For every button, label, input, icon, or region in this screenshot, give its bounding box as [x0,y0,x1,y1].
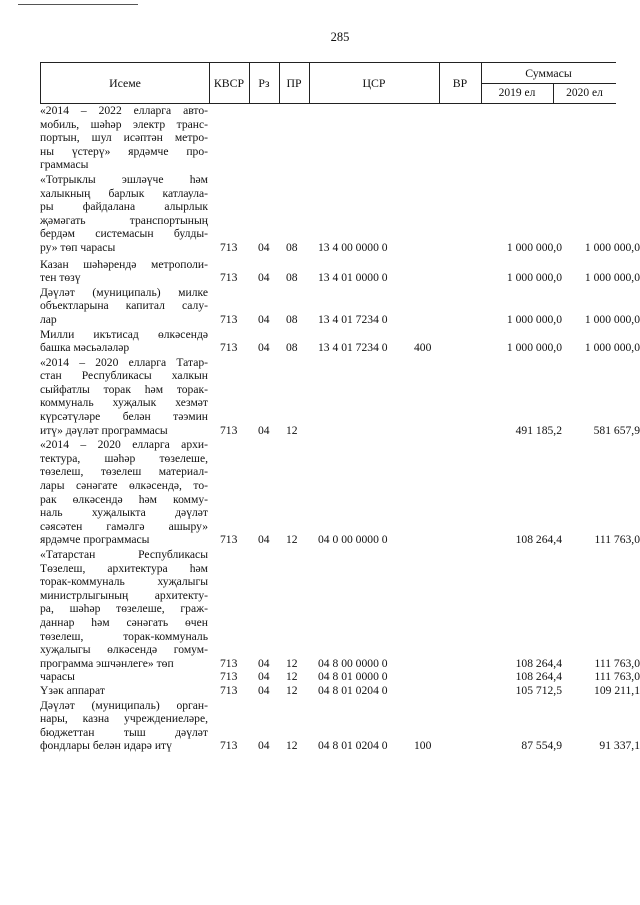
row-name-line: башка мәсьәләләр [40,341,130,355]
table-row [40,173,640,255]
cell-vr: 100 [414,739,432,753]
row-name-line: мобиль, шәһәр электр транс- [40,117,208,131]
cell-sum-2020: 111 763,0 [594,670,640,684]
row-name-line: лар [40,312,57,326]
row-name [40,104,208,172]
cell-sum-2019: 1 000 000,0 [506,240,562,254]
table-row [40,670,640,684]
page-number: 285 [330,30,350,44]
row-name-line: министрлыгының архитекту- [40,588,208,602]
row-name-line: бюджеттан тыш дәүләт [40,725,208,739]
cell-pr: 12 [286,656,298,670]
table-row [40,684,640,698]
cell-kvsr: 713 [220,739,238,753]
row-name-line: «2014 – 2020 елларга архи- [40,438,208,452]
header-year-2020: 2020 ел [566,87,603,99]
cell-csr: 04 8 01 0204 0 [318,683,388,697]
top-rule [18,4,138,5]
row-name-line: нары, казна учреждениеләре, [40,712,208,726]
header-csr: ЦСР [309,63,440,103]
row-name-line: ярдәмче программасы [40,533,150,547]
row-name-line: коммуналь хуҗалык хезмәт [40,396,208,410]
table-row [40,548,640,670]
row-name [40,670,208,684]
row-name-line: Дәүләт (муниципаль) орган- [40,698,208,712]
table-row [40,286,640,327]
cell-csr: 04 0 00 0000 0 [318,533,388,547]
row-name-line: тен төзү [40,271,81,285]
cell-kvsr: 713 [220,670,238,684]
cell-rz: 04 [258,533,270,547]
row-name-line: Төзелеш, архитектура һәм [40,561,208,575]
cell-kvsr: 713 [220,656,238,670]
row-name-line: ра, шәһәр төзелеше, граж- [40,602,208,616]
cell-kvsr: 713 [220,312,238,326]
row-name-line: хуҗалыгы өлкәсендә гомум- [40,643,208,657]
cell-sum-2020: 1 000 000,0 [584,312,640,326]
cell-rz: 04 [258,423,270,437]
row-name-line: фондлары белән идарә итү [40,739,172,753]
row-name [40,328,208,355]
cell-pr: 12 [286,670,298,684]
cell-pr: 12 [286,533,298,547]
cell-sum-2019: 1 000 000,0 [506,341,562,355]
row-name-line: наль хуҗалыкта дәүләт [40,506,208,520]
cell-pr: 08 [286,312,298,326]
row-name-line: Казан шәһәрендә метрополи- [40,257,208,271]
row-name [40,548,208,670]
row-name-line: тектура, шәһәр төзелеше, [40,451,208,465]
cell-csr: 13 4 00 0000 0 [318,240,388,254]
row-name-line: «Тотрыклы эшләүче һәм [40,172,208,186]
row-name-line: сәясәтен гамәлгә ашыру» [40,519,208,533]
table-body [40,104,640,753]
table-row [40,328,640,355]
header-rz: Рз [249,63,280,103]
cell-sum-2020: 111 763,0 [594,533,640,547]
cell-pr: 08 [286,240,298,254]
row-name-line: халыкның барлык катлаула- [40,186,208,200]
table-header [40,62,616,104]
cell-sum-2020: 111 763,0 [594,656,640,670]
cell-csr: 04 8 01 0000 0 [318,670,388,684]
row-name-line: төзелеш, төзелеш материал- [40,465,208,479]
cell-sum-2020: 91 337,1 [599,739,640,753]
cell-sum-2019: 491 185,2 [515,423,562,437]
row-name-line: җәмәгать транспортының [40,213,208,227]
cell-csr: 13 4 01 0000 0 [318,271,388,285]
cell-pr: 12 [286,739,298,753]
row-name-line: чарасы [40,670,75,684]
header-kvsr: КВСР [209,63,250,103]
cell-csr: 04 8 01 0204 0 [318,739,388,753]
row-name-line: ры файдалана алырлык [40,200,208,214]
cell-pr: 12 [286,683,298,697]
cell-sum-2019: 108 264,4 [515,533,562,547]
cell-sum-2019: 108 264,4 [515,656,562,670]
row-name [40,258,208,285]
row-name-line: «Татарстан Республикасы [40,548,208,561]
cell-sum-2020: 581 657,9 [593,423,640,437]
table-row [40,356,640,438]
cell-rz: 04 [258,341,270,355]
row-name-line: стан Республикасы халкын [40,369,208,383]
cell-sum-2019: 1 000 000,0 [506,271,562,285]
cell-kvsr: 713 [220,240,238,254]
cell-pr: 08 [286,271,298,285]
row-name [40,684,208,698]
header-vr: ВР [439,63,482,103]
header-name: Исеме [41,63,210,103]
header-year-2019: 2019 ел [481,83,554,103]
row-name-line: Дәүләт (муниципаль) милке [40,285,208,299]
row-name-line: портын, шул исәптән метро- [40,131,208,145]
row-name-line: күрсәтүләре белән тәэмин [40,410,208,424]
cell-sum-2020: 109 211,1 [594,683,640,697]
row-name-line: лары сәнәгате өлкәсендә, то- [40,479,208,493]
row-name [40,173,208,255]
row-name-line: «2014 – 2020 елларга Татар- [40,355,208,369]
table-row [40,699,640,753]
cell-csr: 13 4 01 7234 0 [318,341,388,355]
row-name-line: ны үстерү» ярдәмче про- [40,144,208,158]
cell-vr: 400 [414,341,432,355]
row-name-line: рак өлкәсендә һәм комму- [40,492,208,506]
cell-kvsr: 713 [220,271,238,285]
header-sums: Суммасы [525,65,572,80]
cell-sum-2020: 1 000 000,0 [584,271,640,285]
cell-pr: 12 [286,423,298,437]
cell-rz: 04 [258,312,270,326]
row-name-line: программа эшчәнлеге» төп [40,656,174,670]
row-name-line: даннар һәм сәнәгать өчен [40,615,208,629]
cell-rz: 04 [258,683,270,697]
cell-rz: 04 [258,739,270,753]
cell-rz: 04 [258,240,270,254]
row-name-line: сыйфатлы торак һәм торак- [40,382,208,396]
cell-sum-2019: 108 264,4 [515,670,562,684]
row-name [40,438,208,547]
header-pr: ПР [279,63,310,103]
row-name-line: итү» дәүләт программасы [40,423,168,437]
row-name [40,699,208,753]
cell-rz: 04 [258,656,270,670]
cell-rz: 04 [258,670,270,684]
cell-sum-2020: 1 000 000,0 [584,240,640,254]
cell-sum-2019: 87 554,9 [521,739,562,753]
cell-rz: 04 [258,271,270,285]
cell-csr: 13 4 01 7234 0 [318,312,388,326]
cell-kvsr: 713 [220,683,238,697]
row-name-line: торак-коммуналь хуҗалыгы [40,575,208,589]
cell-csr: 04 8 00 0000 0 [318,656,388,670]
row-name-line: төзелеш, торак-коммуналь [40,629,208,643]
cell-pr: 08 [286,341,298,355]
cell-kvsr: 713 [220,423,238,437]
table-row [40,438,640,547]
table-row [40,258,640,285]
table-row [40,104,640,172]
row-name-line: бердәм системасын булды- [40,227,208,241]
cell-sum-2020: 1 000 000,0 [584,341,640,355]
row-name-line: «2014 – 2022 елларга авто- [40,104,208,117]
row-name [40,286,208,327]
cell-sum-2019: 105 712,5 [515,683,562,697]
row-name-line: объектларына капитал салу- [40,299,208,313]
row-name-line: граммасы [40,158,89,172]
cell-kvsr: 713 [220,341,238,355]
cell-sum-2019: 1 000 000,0 [506,312,562,326]
row-name-line: ру» төп чарасы [40,240,116,254]
row-name [40,356,208,438]
row-name-line: Милли икътисад өлкәсендә [40,327,208,341]
cell-kvsr: 713 [220,533,238,547]
row-name-line: Үзәк аппарат [40,683,105,697]
